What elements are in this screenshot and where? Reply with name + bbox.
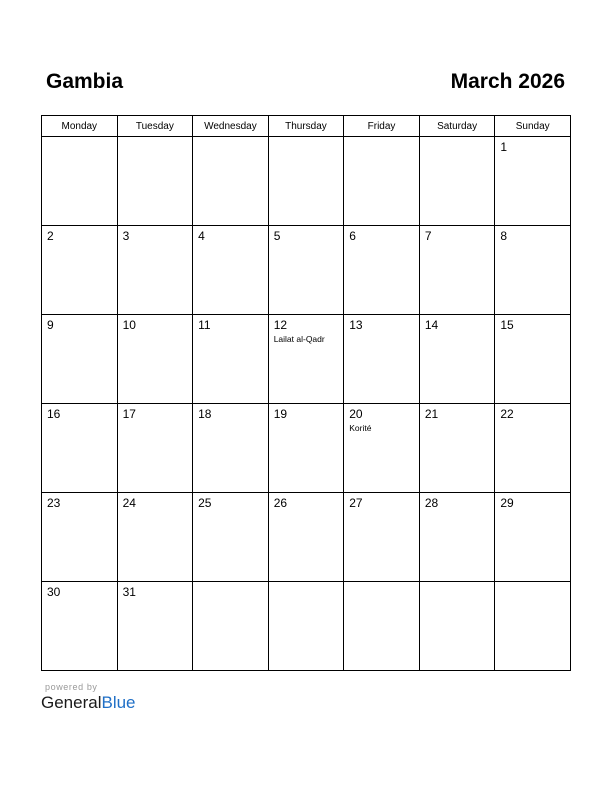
day-cell <box>42 226 118 315</box>
day-number <box>42 137 117 140</box>
day-cell <box>495 404 571 493</box>
week-row <box>42 137 571 226</box>
day-number: 7 <box>424 229 432 243</box>
weekday-tuesday: Tuesday <box>117 116 193 137</box>
day-cell <box>193 404 269 493</box>
day-number: 2 <box>47 229 54 243</box>
day-number <box>193 137 268 140</box>
day-number <box>118 137 193 140</box>
day-number: 6 <box>349 229 356 243</box>
day-cell <box>193 137 269 226</box>
weekday-wednesday: Wednesday <box>193 116 269 137</box>
week-row <box>42 493 571 582</box>
day-number: 11 <box>198 318 211 332</box>
day-cell <box>495 137 571 226</box>
weekday-sunday: Sunday <box>495 116 571 137</box>
day-cell <box>344 493 420 582</box>
day-cell <box>42 137 118 226</box>
day-number: 14 <box>424 318 439 332</box>
day-cell <box>117 315 193 404</box>
day-cell <box>495 493 571 582</box>
day-number: 8 <box>500 229 508 243</box>
day-cell <box>117 226 193 315</box>
day-cell <box>117 404 193 493</box>
weekday-header-row <box>42 116 571 137</box>
day-number: 9 <box>47 318 54 332</box>
weekday-friday: Friday <box>344 116 420 137</box>
day-cell <box>193 315 269 404</box>
generalblue-logo <box>41 693 136 713</box>
day-cell <box>42 404 118 493</box>
day-number: 28 <box>424 496 439 510</box>
day-number: 20 <box>349 407 363 421</box>
month-title: March 2026 <box>450 70 565 93</box>
day-number <box>420 137 495 140</box>
week-row <box>42 226 571 315</box>
day-cell <box>42 315 118 404</box>
day-cell <box>419 404 495 493</box>
day-cell <box>117 493 193 582</box>
day-cell <box>344 582 420 671</box>
day-number: 13 <box>349 318 363 332</box>
weekday-monday: Monday <box>42 116 118 137</box>
day-number: 1 <box>500 140 508 154</box>
day-number: 15 <box>500 318 514 332</box>
weekday-saturday: Saturday <box>419 116 495 137</box>
day-number <box>193 582 268 585</box>
brand-blue-text: Blue <box>101 693 136 712</box>
day-number: 22 <box>500 407 514 421</box>
day-cell <box>268 493 344 582</box>
day-cell <box>495 582 571 671</box>
day-cell <box>117 137 193 226</box>
day-cell <box>42 493 118 582</box>
weekday-thursday: Thursday <box>268 116 344 137</box>
day-cell <box>419 493 495 582</box>
day-number <box>344 137 419 140</box>
day-cell <box>419 315 495 404</box>
day-cell <box>193 493 269 582</box>
day-cell <box>42 582 118 671</box>
day-number: 4 <box>198 229 205 243</box>
day-cell <box>268 582 344 671</box>
day-number: 24 <box>122 496 136 510</box>
day-number: 25 <box>198 496 212 510</box>
day-number <box>269 137 344 140</box>
week-row <box>42 404 571 493</box>
week-row <box>42 582 571 671</box>
day-number: 17 <box>122 407 136 421</box>
day-number: 16 <box>47 407 61 421</box>
day-cell <box>268 315 344 404</box>
day-number: 21 <box>424 407 439 421</box>
day-cell <box>193 582 269 671</box>
day-number <box>269 582 344 585</box>
day-number: 27 <box>349 496 363 510</box>
day-number <box>344 582 419 585</box>
day-number: 12 <box>273 318 288 332</box>
day-number: 19 <box>273 407 288 421</box>
day-number: 5 <box>273 229 281 243</box>
day-cell <box>344 404 420 493</box>
day-number: 31 <box>122 585 136 599</box>
holiday-label: Korité <box>349 423 372 433</box>
day-cell <box>268 404 344 493</box>
powered-by-label: powered by <box>45 682 98 692</box>
day-cell <box>344 226 420 315</box>
day-cell <box>419 137 495 226</box>
day-cell <box>117 582 193 671</box>
country-title: Gambia <box>46 70 124 93</box>
day-number: 26 <box>273 496 288 510</box>
day-cell <box>419 226 495 315</box>
day-cell <box>344 137 420 226</box>
day-cell <box>495 226 571 315</box>
day-cell <box>193 226 269 315</box>
day-number: 23 <box>47 496 61 510</box>
day-number: 18 <box>198 407 212 421</box>
day-cell <box>419 582 495 671</box>
day-cell <box>495 315 571 404</box>
day-cell <box>268 137 344 226</box>
day-cell <box>268 226 344 315</box>
calendar-grid <box>41 115 571 671</box>
week-row <box>42 315 571 404</box>
holiday-label: Lailat al-Qadr <box>273 334 325 344</box>
day-cell <box>344 315 420 404</box>
day-number <box>495 582 570 585</box>
day-number: 30 <box>47 585 61 599</box>
day-number: 3 <box>122 229 130 243</box>
day-number: 29 <box>500 496 514 510</box>
brand-general-text: General <box>41 693 102 712</box>
day-number <box>420 582 495 585</box>
day-number: 10 <box>122 318 136 332</box>
